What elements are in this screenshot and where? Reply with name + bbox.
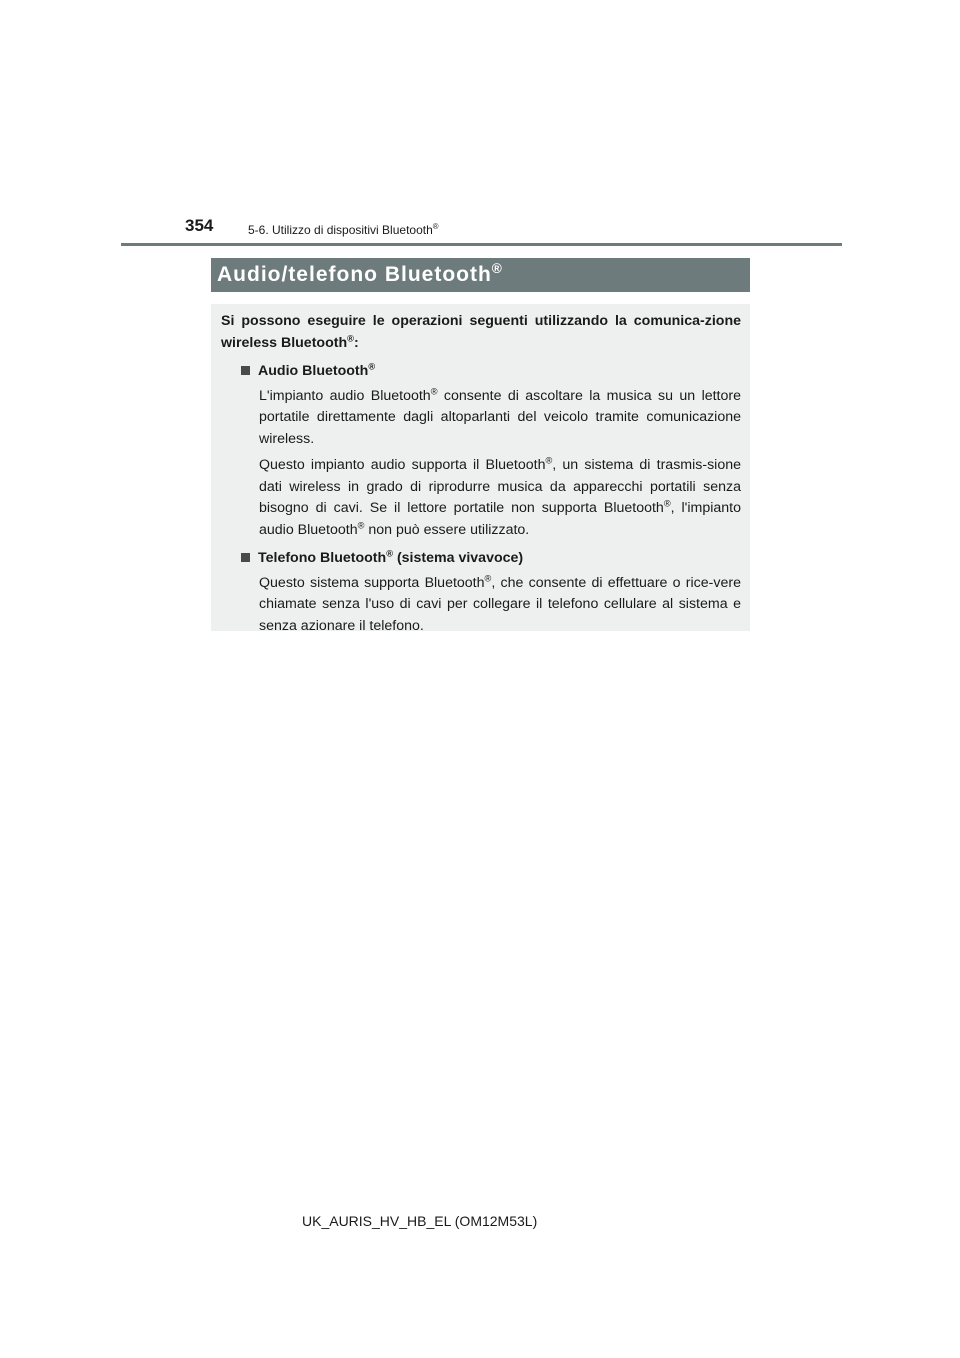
text-run: , l'impianto audio Bluetooth	[259, 500, 741, 538]
audio-paragraph-2	[259, 455, 741, 541]
footer-document-code: UK_AURIS_HV_HB_EL (OM12M53L)	[302, 1213, 538, 1229]
registered-mark: ®	[430, 385, 438, 396]
intro-colon: :	[353, 334, 359, 351]
registered-mark: ®	[545, 455, 553, 466]
text-run: non può essere utilizzato.	[364, 521, 530, 538]
registered-mark: ®	[484, 572, 492, 583]
registered-mark: ®	[368, 361, 376, 372]
registered-mark: ®	[347, 332, 354, 343]
text-run: L'impianto audio Bluetooth	[259, 387, 431, 404]
intro-paragraph	[221, 311, 741, 354]
phone-heading	[221, 548, 741, 570]
section-title	[211, 258, 750, 292]
page-number: 354	[185, 216, 214, 235]
registered-mark: ®	[432, 222, 439, 231]
header-rule	[121, 243, 842, 246]
registered-mark: ®	[357, 519, 365, 530]
intro-text: Si possono eseguire le operazioni seguenti utilizzando la comunica-zione wireless Bluetooth	[221, 313, 741, 351]
phone-heading-text: Telefono Bluetooth	[258, 550, 387, 566]
text-run: , un sistema di trasmis-sione dati wireless in grado di riprodurre musica da apparecchi portatili senza bisogno di cavi. Se il lettore portatile non supporta Bluetooth	[259, 457, 741, 516]
phone-heading-suffix: (sistema vivavoce)	[393, 550, 524, 566]
text-run: consente di ascoltare la musica su un lettore portatile direttamente dagli altoparlanti del veicolo tramite comunicazione wireless.	[259, 387, 741, 447]
phone-paragraph-1	[259, 573, 741, 638]
audio-heading	[221, 361, 741, 383]
square-bullet-icon	[241, 366, 250, 375]
registered-mark: ®	[386, 548, 393, 559]
registered-mark: ®	[663, 498, 671, 509]
info-box	[211, 304, 750, 634]
audio-heading-text: Audio Bluetooth	[258, 363, 369, 379]
registered-mark: ®	[491, 261, 503, 276]
text-run: , che consente di effettuare o rice-vere chiamate senza l'uso di cavi per collegare il telefono cellulare al sistema e senza azionare il telefono.	[259, 574, 741, 634]
text-run: Questo impianto audio supporta il Bluetooth	[259, 457, 546, 473]
text-run: Questo sistema supporta Bluetooth	[259, 574, 485, 591]
breadcrumb	[248, 223, 439, 237]
audio-paragraph-1	[259, 386, 741, 451]
square-bullet-icon	[241, 553, 250, 562]
section-title-text: Audio/telefono Bluetooth	[217, 263, 492, 286]
breadcrumb-text: 5-6. Utilizzo di dispositivi Bluetooth	[248, 223, 433, 237]
